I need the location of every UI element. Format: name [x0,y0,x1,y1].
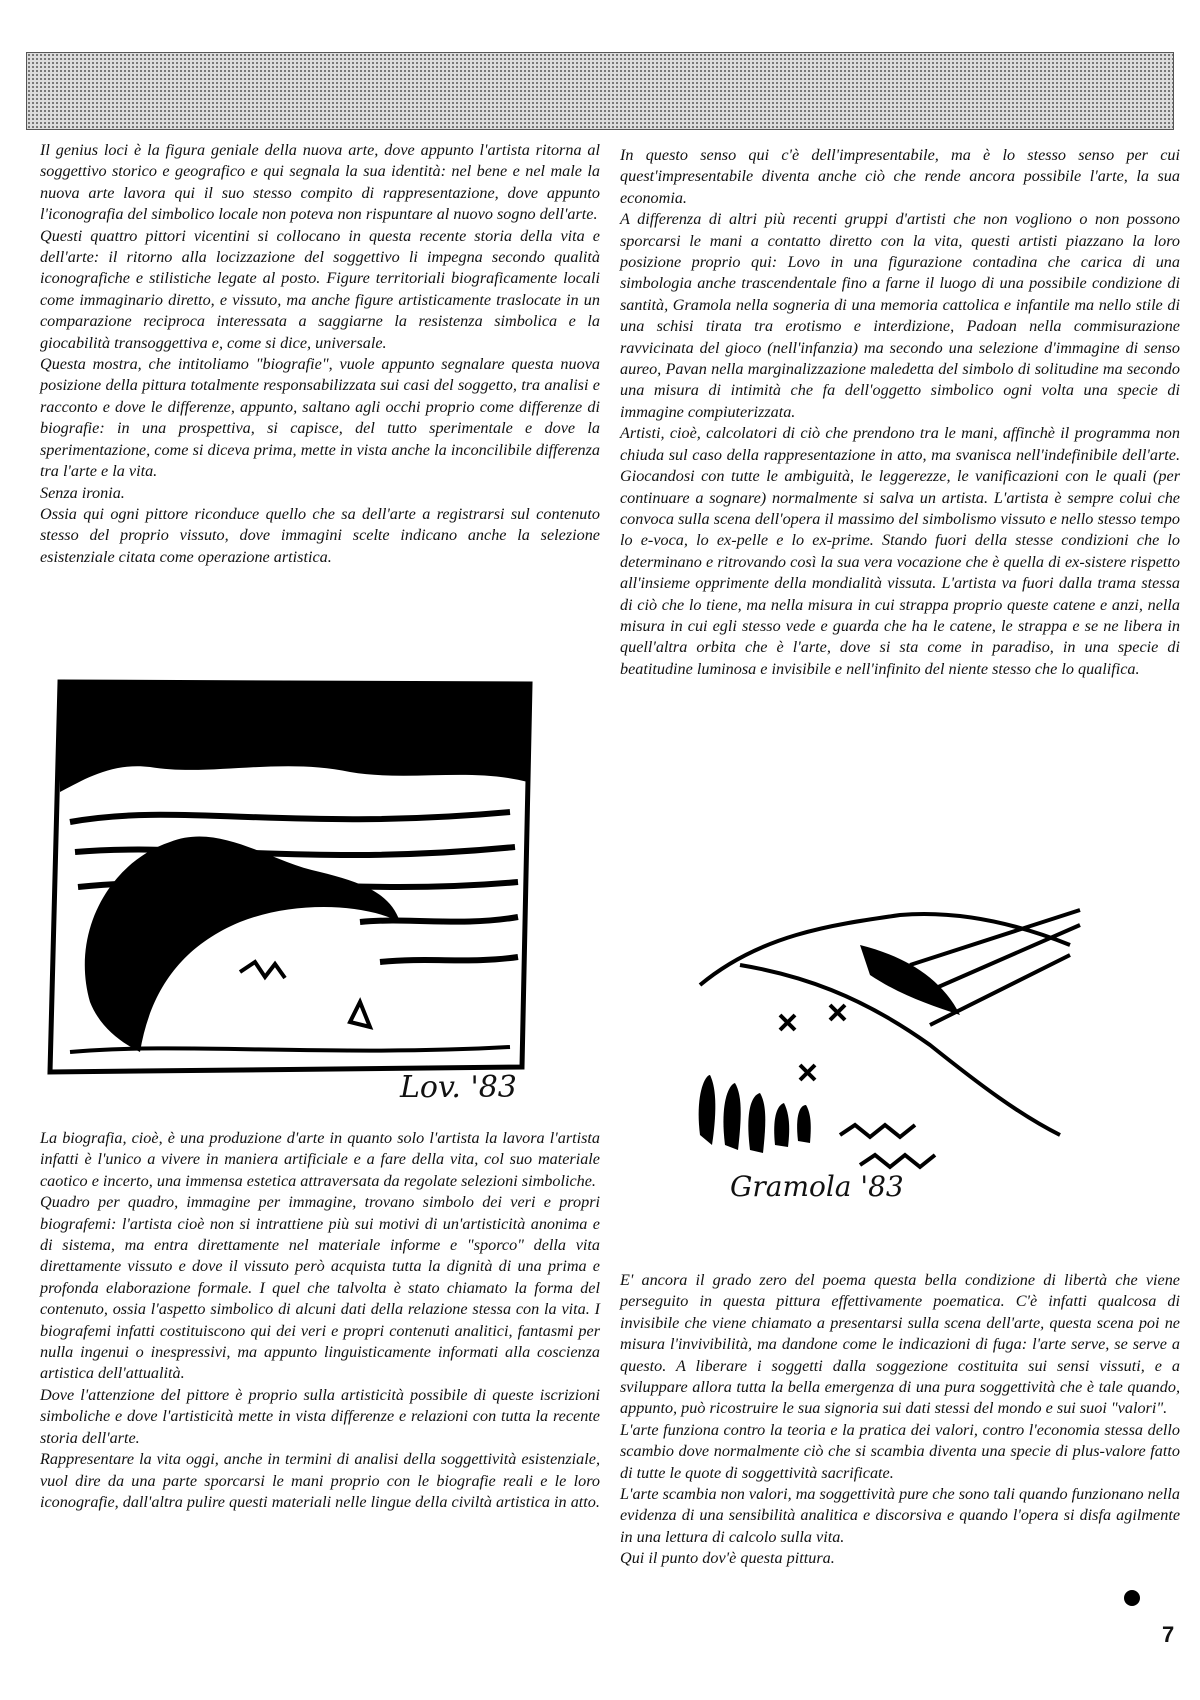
paragraph: Il genius loci è la figura geniale della nuova arte, dove appunto l'artista ritorna al soggettivo storico e geografico e qui segnala la sua identità: nel bene e nel male la nuova arte lavora qui il suo stesso compito di rappresentazione, dove appunto l'iconografia del simbolico locale non poteva non rispuntare al nuovo sogno dell'arte. [40,141,600,224]
ink-drawing-figures [699,945,960,1153]
paragraph: L'arte scambia non valori, ma soggettività pure che sono tali quando funzionano nella evidenza di una sensibilità analitica e discorsiva e quando l'opera si disfa agilmente in una lettura di calcolo sulla vita. [620,1485,1180,1546]
paragraph: Artisti, cioè, calcolatori di ciò che prendono tra le mani, affinchè il programma non chiuda sul caso della rappresentazione in atto, ma svanisca nell'indefinibile dell'arte. Giocandosi con tutte le ambiguità, le leggerezze, le vanificazioni con le quali (per continuare a sognare) normalmente si salva un artista. L'artista è sempre colui che convoca sulla scena dell'opera il massimo del simbolismo vissuto e nello stesso tempo lo e-voca, lo ex-pelle e lo ex-prime. Stando fuori della stesse condizioni che lo determinano e ritrovando così la sua vera vocazione che è quella di ex-sistere rispetto all'insieme opprimente della mondialità vissuta. L'artista va fuori dalla trama stessa di ciò che lo tiene, ma nella misura in cui strappa proprio queste catene e anzi, nella misura in cui egli stesso vede e guarda che ha le catene, le strappa e se ne libera in quell'altra orbita che è l'arte, dove si sta come in paradiso, in una specie di beatitudine luminosa e invisibile e nell'infinito del niente stesso che lo qualifica. [620,424,1180,678]
right-column-top [620,145,1180,680]
signature-left: Lov. '83 [400,1070,517,1105]
paragraph: L'arte funziona contro la teoria e la pratica dei valori, contro l'economia stessa dello scambio dove normalmente ciò che si scambia diventa una specie di plus-valore fatto di tutte le quote di soggettività sacrificate. [620,1420,1180,1482]
paragraph: Senza ironia. [40,483,125,502]
signature-right: Gramola '83 [730,1170,904,1203]
paragraph: Questi quattro pittori vicentini si collocano in questa recente storia della vita e dell'arte: il ritorno alla locizzazione del soggettivo li impegna secondo qualità iconografiche e stilistiche legate al posto. Figure territoriali biograficamente locali come immaginario diretto, e vissuto, ma anche figure artisticamente traslocate in un comparazione reciproca interessata a saggiarne la resistenza simbolica e la giocabilità transoggettiva e, come si dice, universale. [40,226,600,352]
paragraph: Rappresentare la vita oggi, anche in termini di analisi della soggettività esistenziale, vuol dire da una parte sporcarsi le mani proprio con le biografie reali e le loro iconografie, dall'altra pulire questi materiali nelle lingue della civiltà artistica in atto. [40,1450,600,1511]
page-number: 7 [1162,1622,1175,1647]
end-bullet [1124,1590,1140,1606]
paragraph: A differenza di altri più recenti gruppi d'artisti che non vogliono o non possono sporcarsi le mani a contatto diretto con la vita, questi artisti piazzano la loro posizione proprio qui: Lovo in una figurazione contadina che carica di una simbologia anche trascendentale fino a farne il luogo di una possibile condizione di santità, Gramola nella sogneria di una memoria cattolica e infantile ma nello stile di una schisi tirata tra erotismo e interdizione, Padoan nella commisurazione ravvicinata del gioco (nell'infanzia) ma secondo una selezione d'immagine di senso aureo, Pavan nella marginalizzazione maledetta del simbolo di solitudine ma secondo una misura di intimità che fa dell'oggetto simbolico ogni volta una specie di immagine compiuterizzata. [620,210,1180,421]
header-band [26,52,1174,130]
left-column-top [40,140,600,568]
paragraph: Qui il punto dov'è questa pittura. [620,1549,835,1568]
right-column-bottom [620,1270,1180,1570]
paragraph: In questo senso qui c'è dell'impresentabile, ma è lo stesso senso per cui quest'impresentabile diventa anche ciò che rende ancora possibile l'arte, la sua economia. [620,146,1180,207]
paragraph: Quadro per quadro, immagine per immagine, trovano simbolo dei veri e propri biografemi: l'artista cioè non si intrattiene più sui motivi di un'artisticità anonima e di sistema, ma entra direttamente nel materiale informe e "sporco" della vita direttamente vissuto e dove il vissuto però acquista tutta la dignità di una prima e profonda elaborazione formale. I quel che talvolta è stato chiamato la forma del contenuto, ossia l'aspetto simbolico di alcuni dati della relazione stessa con la vita. I biografemi infatti costituiscono qui dei veri e propri contenuti analitici, fantasmi per nulla ingenui o inespressivi, ma appunto linguisticamente informati alla coscienza artistica dell'attualità. [40,1193,600,1383]
ink-drawing-forest [60,684,530,792]
left-column-bottom [40,1128,600,1513]
paragraph: Dove l'attenzione del pittore è proprio sulla artisticità possibile di queste iscrizioni simboliche e dove l'artisticità mette in vista differenze e relazioni con tutta la recente storia dell'arte. [40,1385,600,1447]
ink-drawing-left [30,672,590,1112]
paragraph: La biografia, cioè, è una produzione d'arte in quanto solo l'artista la lavora l'artista infatti è l'unico a vivere in maniera artificiale e a fare della vita, col suo materiale caotico e incerto, una immensa estetica attraversata da regolate selezioni simboliche. [40,1129,600,1190]
paragraph: Questa mostra, che intitoliamo "biografie", vuole appunto segnalare questa nuova posizione della pittura totalmente responsabilizzata sui casi del soggetto, tra analisi e racconto e dove le differenze, appunto, saltano agli occhi proprio come differenze di biografie: in una prospettiva, si capisce, del tutto sperimentale e dove la sperimentazione, come si diceva prima, mette in vista anche la inconcilibile differenza tra l'arte e la vita. [40,355,600,481]
paragraph: E' ancora il grado zero del poema questa bella condizione di libertà che viene perseguito in questa pittura effettivamente poematica. C'è infatti qualcosa di invisibile che viene chiamato a presentarsi sulla scena dell'arte, questa scena poi ne misura l'invivibilità, ma dandone come le indicazioni di fuga: l'arte serve, se serve a questo. A liberare i soggetti dalla soggezione costituita sui sensi vissuti, e a sviluppare allora tutta la bella emergenza di una pura soggettività che è tale quando, appunto, può ricostruire le sua signoria sui dati stessi del mondo e sui suoi "valori". [620,1271,1180,1418]
ink-drawing-right [680,905,1090,1215]
paragraph: Ossia qui ogni pittore riconduce quello che sa dell'arte a registrarsi sul contenuto stesso del proprio vissuto, dove immagini scelte indicano anche la selezione esistenziale citata come operazione artistica. [40,504,600,566]
